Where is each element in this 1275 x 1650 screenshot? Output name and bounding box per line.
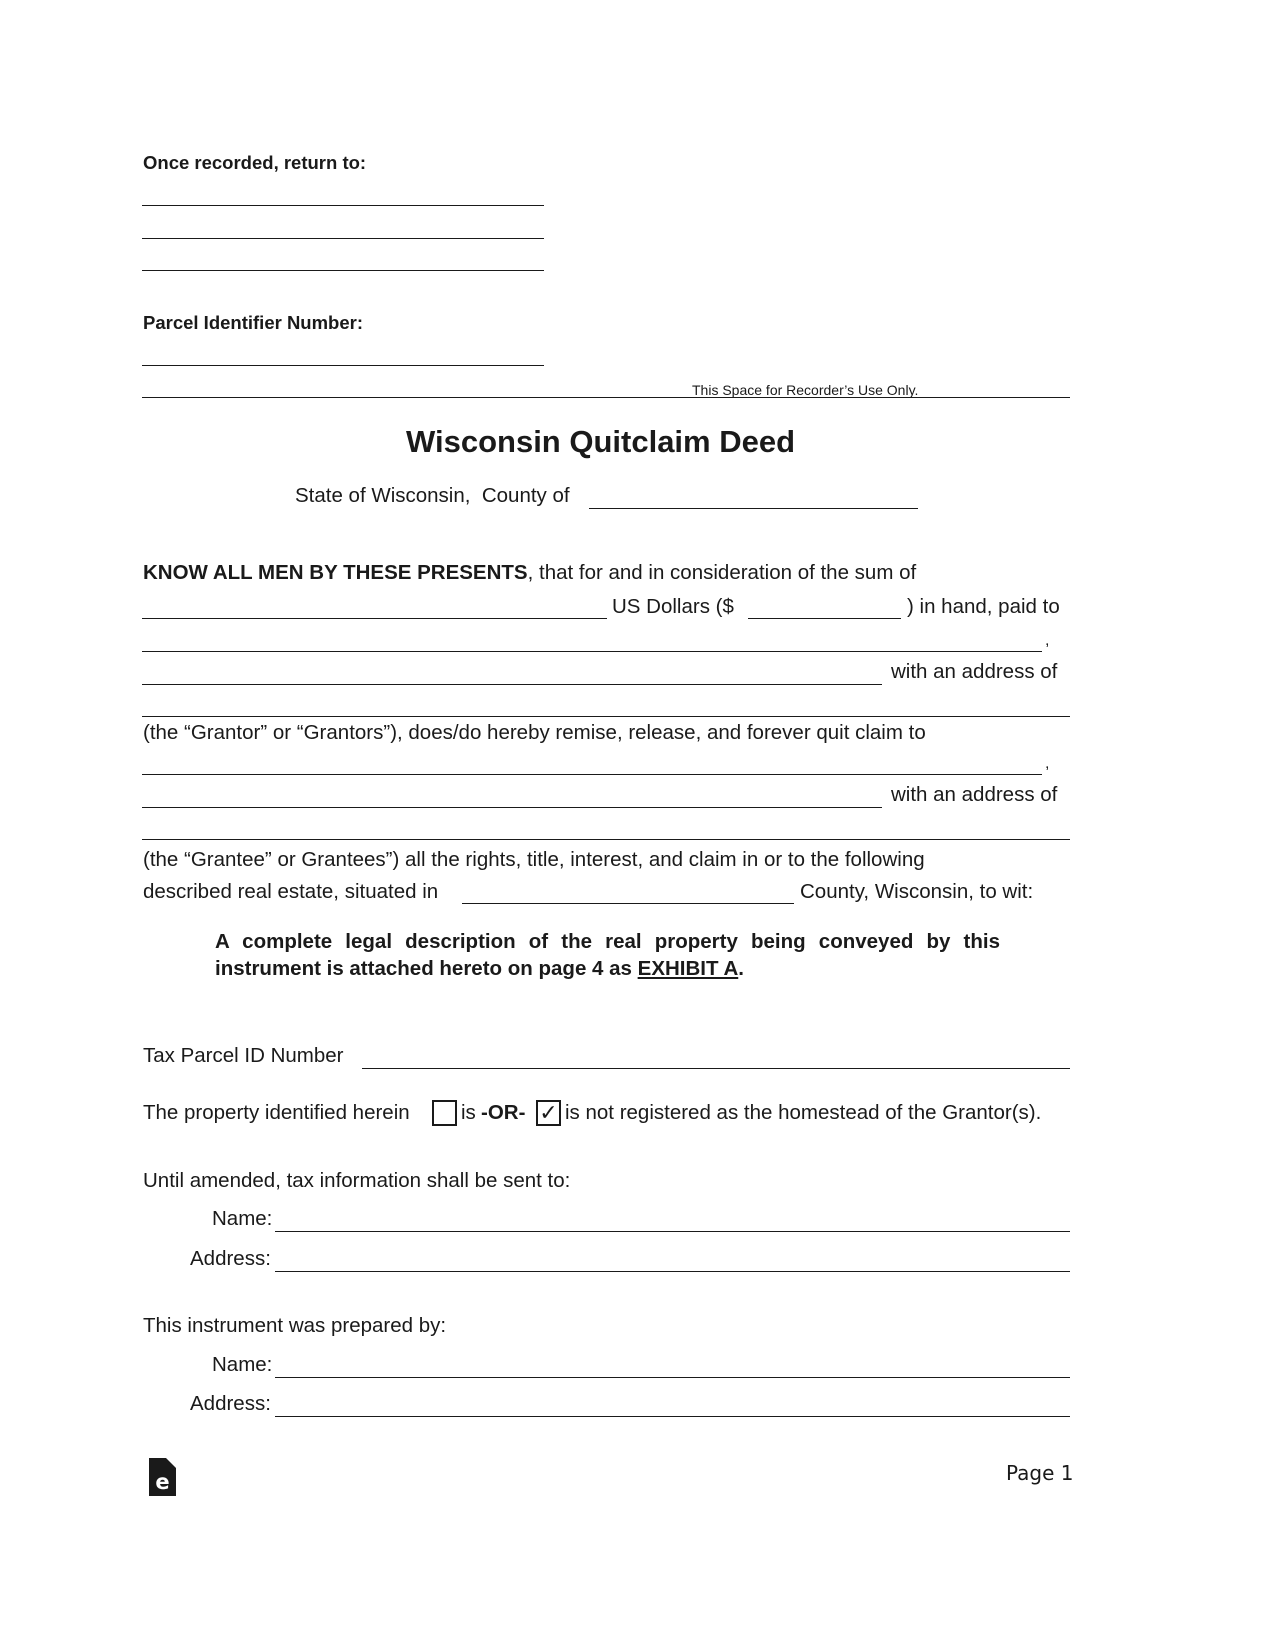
return-to-line-3[interactable] <box>142 270 544 271</box>
parcel-identifier-line[interactable] <box>142 365 544 366</box>
prepared-by-address-label: Address: <box>190 1392 271 1415</box>
state-county-label: State of Wisconsin, County of <box>295 484 570 507</box>
homestead-or-label: -OR- <box>481 1101 526 1124</box>
county-wisconsin-label: County, Wisconsin, to wit: <box>800 880 1034 903</box>
consideration-amount-words-field[interactable] <box>142 618 607 619</box>
described-real-estate-label: described real estate, situated in <box>143 880 439 903</box>
us-dollars-label: US Dollars ($ <box>612 595 734 618</box>
know-all-men-paragraph <box>143 563 916 584</box>
tax-parcel-field[interactable] <box>362 1068 1070 1069</box>
return-to-label: Once recorded, return to: <box>143 152 367 173</box>
eforms-logo-letter: e <box>155 1470 170 1494</box>
homestead-suffix: is not registered as the homestead of the Grantor(s). <box>565 1101 1042 1124</box>
tax-parcel-label: Tax Parcel ID Number <box>143 1044 344 1067</box>
know-all-men-bold: KNOW ALL MEN BY THESE PRESENTS <box>143 561 528 584</box>
county-field[interactable] <box>589 508 918 509</box>
prepared-by-heading: This instrument was prepared by: <box>143 1314 447 1337</box>
grantor-address-field[interactable] <box>142 716 1070 717</box>
prepared-by-address-field[interactable] <box>275 1416 1070 1417</box>
tax-info-address-label: Address: <box>190 1247 271 1270</box>
consideration-amount-number-field[interactable] <box>748 618 901 619</box>
document-title: Wisconsin Quitclaim Deed <box>406 424 796 459</box>
grantee-address-of-label: with an address of <box>891 783 1058 806</box>
grantee-address-field[interactable] <box>142 839 1070 840</box>
tax-info-address-field[interactable] <box>275 1271 1070 1272</box>
return-to-line-1[interactable] <box>142 205 544 206</box>
tax-info-name-label: Name: <box>212 1207 273 1230</box>
parcel-identifier-label: Parcel Identifier Number: <box>143 312 364 333</box>
prepared-by-name-field[interactable] <box>275 1377 1070 1378</box>
grantor-comma: , <box>1045 632 1050 649</box>
grantee-comma: , <box>1045 755 1050 772</box>
homestead-prefix: The property identified herein <box>143 1101 410 1124</box>
eforms-logo-shape <box>149 1458 176 1496</box>
situated-county-field[interactable] <box>462 903 794 904</box>
grantee-name-field[interactable] <box>142 774 1042 775</box>
grantee-name-field-2[interactable] <box>142 807 882 808</box>
grantee-clause: (the “Grantee” or Grantees”) all the rights, title, interest, and claim in or to the following <box>143 848 925 871</box>
exhibit-a-link: EXHIBIT A <box>637 957 739 980</box>
legal-description-period: . <box>738 957 744 980</box>
eforms-logo-icon <box>149 1458 176 1496</box>
legal-description-text: A complete legal description of the real property being conveyed by this instrument is attached hereto on page 4 as <box>215 930 1000 980</box>
homestead-is-checkbox[interactable] <box>432 1100 457 1126</box>
grantor-name-field-2[interactable] <box>142 684 882 685</box>
check-icon: ✓ <box>539 1100 558 1125</box>
homestead-is-label: is <box>461 1101 476 1124</box>
recorder-use-note: This Space for Recorder’s Use Only. <box>692 382 919 398</box>
prepared-by-name-label: Name: <box>212 1353 273 1376</box>
grantor-clause: (the “Grantor” or “Grantors”), does/do hereby remise, release, and forever quit claim to <box>143 721 926 744</box>
return-to-line-2[interactable] <box>142 238 544 239</box>
grantor-name-field[interactable] <box>142 651 1042 652</box>
recorder-divider <box>142 397 1070 398</box>
grantor-address-of-label: with an address of <box>891 660 1058 683</box>
know-all-men-rest: , that for and in consideration of the sum of <box>527 561 917 584</box>
legal-description-note <box>215 928 1000 982</box>
tax-info-name-field[interactable] <box>275 1231 1070 1232</box>
page-number: Page 1 <box>1006 1461 1074 1485</box>
in-hand-label: ) in hand, paid to <box>907 595 1060 618</box>
tax-info-heading: Until amended, tax information shall be sent to: <box>143 1169 571 1192</box>
homestead-is-not-checkbox[interactable] <box>536 1100 561 1126</box>
